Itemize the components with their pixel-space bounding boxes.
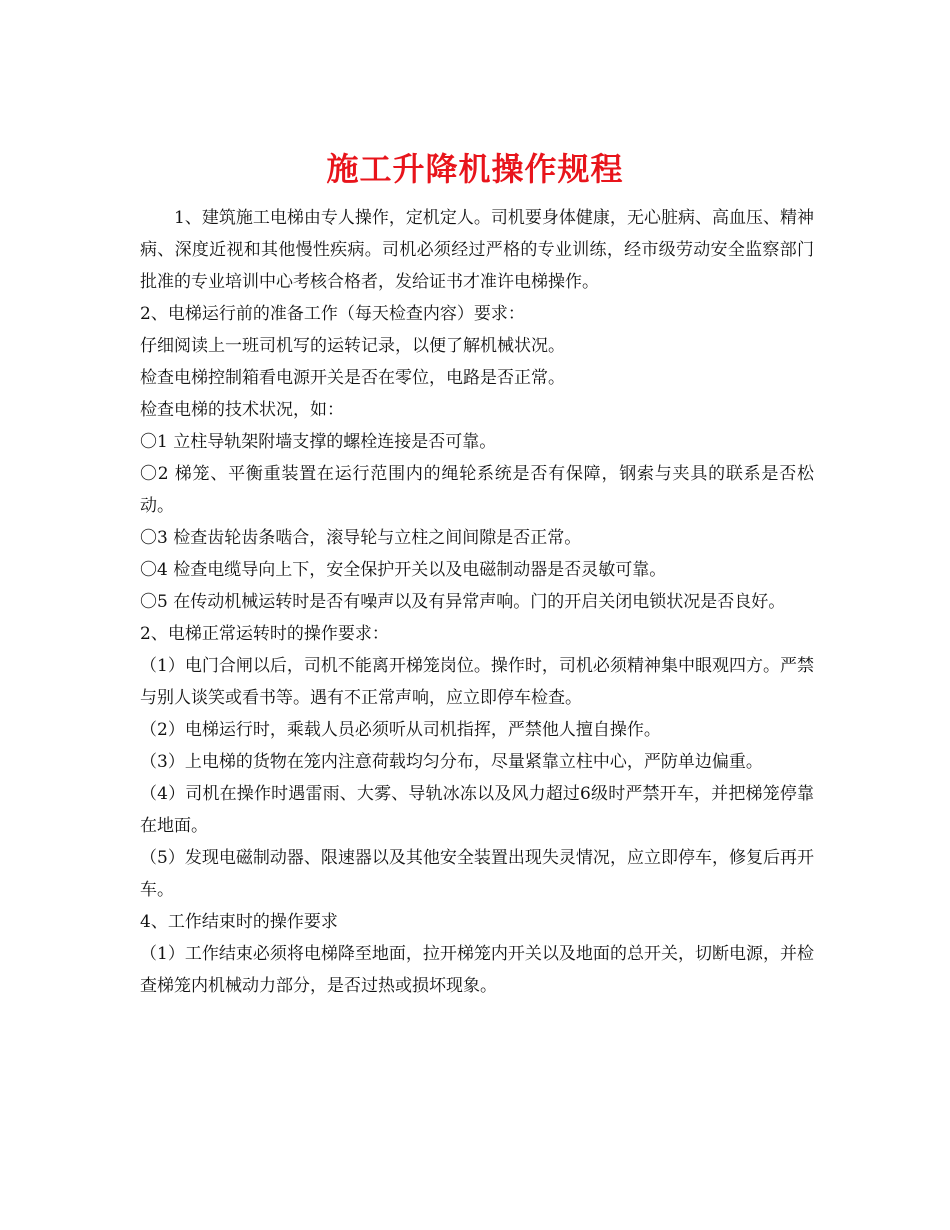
document-title: 施工升降机操作规程 bbox=[326, 150, 624, 189]
section-heading-2: 2、电梯运行前的准备工作（每天检查内容）要求： bbox=[140, 304, 525, 324]
check-item-3: 〇3 检查齿轮齿条啮合，滚导轮与立柱之间间隙是否正常。 bbox=[140, 528, 582, 548]
document-body bbox=[140, 202, 814, 1002]
check-item-2: 〇2 梯笼、平衡重装置在运行范围内的绳轮系统是否有保障，钢索与夹具的联系是否松动。 bbox=[140, 464, 814, 516]
paragraph-check-tech: 检查电梯的技术状况，如： bbox=[140, 400, 344, 420]
section-heading-operation: 2、电梯正常运转时的操作要求： bbox=[140, 624, 389, 644]
check-item-5: 〇5 在传动机械运转时是否有噪声以及有异常声响。门的开启关闭电锁状况是否良好。 bbox=[140, 592, 786, 612]
check-item-1: 〇1 立柱导轨架附墙支撑的螺栓连接是否可靠。 bbox=[140, 432, 497, 452]
check-item-4: 〇4 检查电缆导向上下，安全保护开关以及电磁制动器是否灵敏可靠。 bbox=[140, 560, 667, 580]
operation-rule-2: （2）电梯运行时，乘载人员必须听从司机指挥，严禁他人擅自操作。 bbox=[140, 720, 661, 740]
operation-rule-4: （4）司机在操作时遇雷雨、大雾、导轨冰冻以及风力超过6级时严禁开车，并把梯笼停靠在地面。 bbox=[140, 784, 814, 836]
paragraph-check-box: 检查电梯控制箱看电源开关是否在零位，电路是否正常。 bbox=[140, 368, 565, 388]
paragraph-check-log: 仔细阅读上一班司机写的运转记录，以便了解机械状况。 bbox=[140, 336, 565, 356]
section-heading-4: 4、工作结束时的操作要求 bbox=[140, 912, 338, 932]
ending-rule-1: （1）工作结束必须将电梯降至地面，拉开梯笼内开关以及地面的总开关，切断电源，并检查梯笼内机械动力部分，是否过热或损坏现象。 bbox=[140, 944, 814, 996]
operation-rule-1: （1）电门合闸以后，司机不能离开梯笼岗位。操作时，司机必须精神集中眼观四方。严禁与别人谈笑或看书等。遇有不正常声响，应立即停车检查。 bbox=[140, 656, 814, 708]
paragraph-1: 1、建筑施工电梯由专人操作，定机定人。司机要身体健康，无心脏病、高血压、精神病、深度近视和其他慢性疾病。司机必须经过严格的专业训练，经市级劳动安全监察部门批准的专业培训中心考核合格者，发给证书才准许电梯操作。 bbox=[140, 208, 814, 292]
operation-rule-3: （3）上电梯的货物在笼内注意荷载均匀分布，尽量紧靠立柱中心，严防单边偏重。 bbox=[140, 752, 763, 772]
operation-rule-5: （5）发现电磁制动器、限速器以及其他安全装置出现失灵情况，应立即停车，修复后再开车。 bbox=[140, 848, 814, 900]
